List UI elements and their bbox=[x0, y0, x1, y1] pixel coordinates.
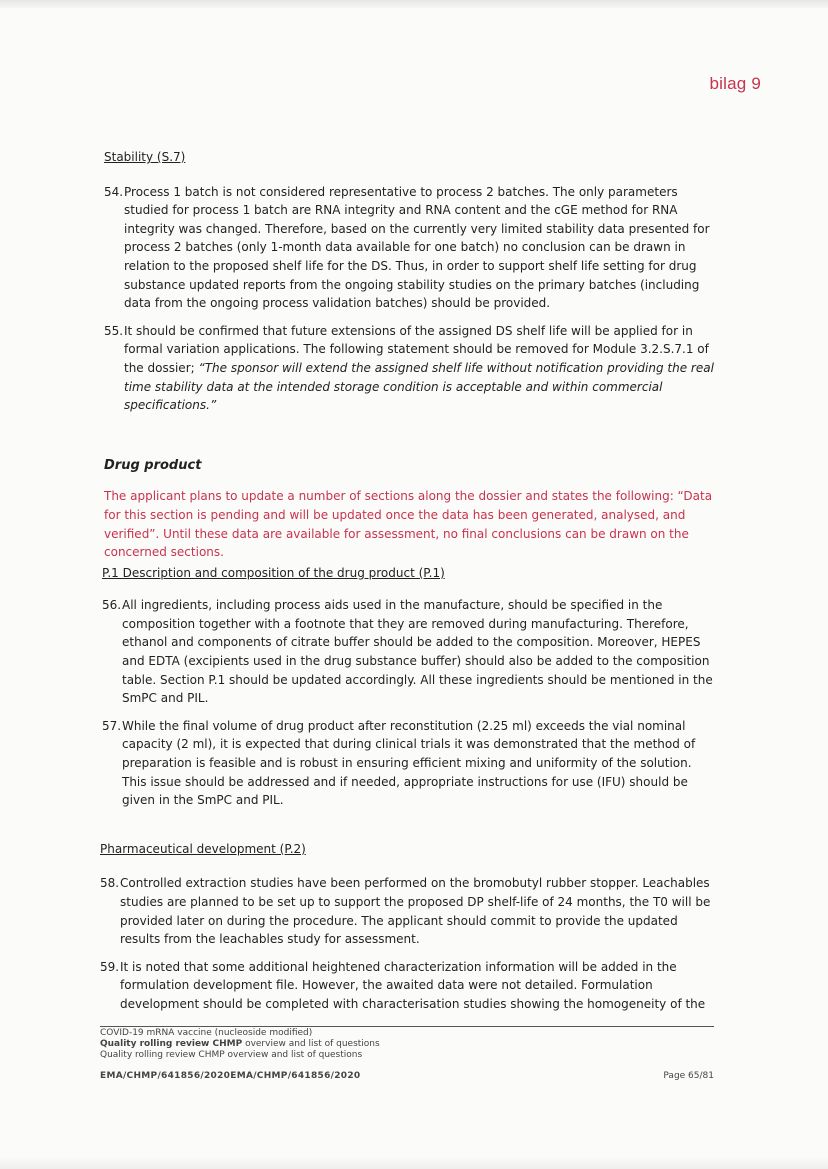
question-57 bbox=[102, 717, 716, 810]
question-text: While the final volume of drug product after reconstitution (2.25 ml) exceeds the vial nominal capacity (2 ml), it is expected that during clinical trials it was demonstrated that the method of preparation is feasible and is robust in ensuring efficient mixing and uniformity of the solution. This issue should be addressed and if needed, appropriate instructions for use (IFU) should be given in the SmPC and PIL. bbox=[122, 718, 696, 808]
footer-review-repeat: Quality rolling review CHMP overview and list of questions bbox=[100, 1050, 363, 1060]
question-54 bbox=[104, 183, 716, 313]
p2-heading: Pharmaceutical development (P.2) bbox=[100, 841, 306, 856]
document-body bbox=[100, 148, 716, 1023]
scan-bottom-edge bbox=[0, 1157, 828, 1169]
p1-heading: P.1 Description and composition of the drug product (P.1) bbox=[102, 565, 445, 580]
page-number: Page 65/81 bbox=[663, 1071, 714, 1081]
question-text: All ingredients, including process aids used in the manufacture, should be specified in the composition together with a footnote that they are removed during manufacturing. Therefore, ethanol and components of citrate buffer should be added to the composition. Moreover, HEPES and EDTA (excipients used in the drug substance buffer) should also be added to the composition table. Section P.1 should be updated accordingly. All these ingredients should be mentioned in the SmPC and PIL. bbox=[122, 598, 713, 706]
p1-questions bbox=[104, 596, 716, 810]
question-58 bbox=[100, 874, 716, 948]
question-59 bbox=[100, 958, 716, 1014]
question-56 bbox=[102, 596, 716, 708]
question-55 bbox=[104, 322, 716, 415]
footer-review-bold: Quality rolling review CHMP bbox=[100, 1039, 243, 1049]
question-number: 59. bbox=[100, 959, 120, 974]
footer-reference-row bbox=[100, 1071, 714, 1081]
question-text: It is noted that some additional heightened characterization information will be added in the formulation development file. However, the awaited data were not detailed. Formulation development should be completed with characterisation studies showing the homogeneity of the bbox=[120, 959, 706, 1011]
page-footer bbox=[100, 1026, 714, 1061]
drug-product-title: Drug product bbox=[104, 457, 202, 473]
pending-data-note: The applicant plans to update a number of sections along the dossier and states the following: “Data for this section is pending and will be updated once the data has been generated, analysed, and verified”. Until these data are available for assessment, no final conclusions can be drawn on the concerned sections. bbox=[104, 489, 713, 560]
stability-heading: Stability (S.7) bbox=[104, 150, 186, 164]
question-number: 55. bbox=[104, 323, 124, 338]
question-number: 58. bbox=[100, 876, 120, 891]
question-number: 56. bbox=[102, 598, 122, 613]
quoted-statement: “The sponsor will extend the assigned shelf life without notification providing the real time stability data at the intended storage condition is acceptable and within commercial specifications.” bbox=[124, 360, 714, 413]
question-text: Controlled extraction studies have been performed on the bromobutyl rubber stopper. Leachables studies are planned to be set up to support the proposed DP shelf-life of 24 months, the T0 will be provided later on during the procedure. The applicant should commit to provide the updated results from the leachables study for assessment. bbox=[120, 876, 711, 947]
question-number: 54. bbox=[104, 184, 124, 199]
document-reference: EMA/CHMP/641856/2020EMA/CHMP/641856/2020 bbox=[100, 1071, 361, 1081]
footer-review-line bbox=[100, 1039, 714, 1050]
question-number: 57. bbox=[102, 718, 122, 733]
p2-questions bbox=[100, 874, 716, 1013]
question-text: Process 1 batch is not considered representative to process 2 batches. The only parameters studied for process 1 batch are RNA integrity and RNA content and the cGE method for RNA integrity was changed. Therefore, based on the currently very limited stability data presented for process 2 batches (only 1-month data available for one batch) no conclusion can be drawn in relation to the proposed shelf life for the DS. Thus, in order to support shelf life setting for drug substance updated reports from the ongoing stability studies on the primary batches (including data from the ongoing process validation batches) should be provided. bbox=[124, 184, 710, 311]
scan-top-edge bbox=[0, 0, 828, 8]
footer-review-rest: overview and list of questions bbox=[242, 1039, 380, 1049]
question-text: It should be confirmed that future extensions of the assigned DS shelf life will be applied for in formal variation applications. The following statement should be removed for Module 3.2.S.7.1 of the dossier; bbox=[124, 323, 709, 375]
footer-product: COVID-19 mRNA vaccine (nucleoside modified) bbox=[100, 1028, 313, 1038]
bilag-stamp: bilag 9 bbox=[709, 74, 761, 93]
